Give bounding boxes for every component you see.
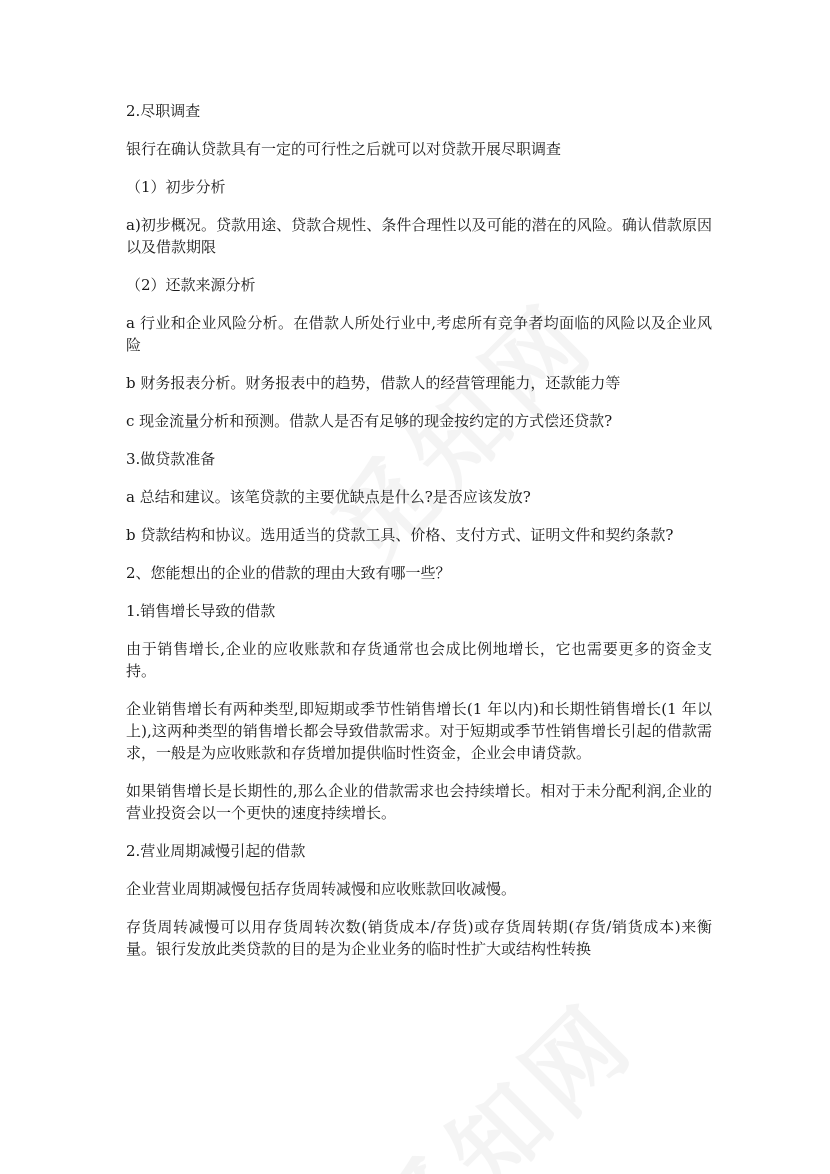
paragraph: c 现金流量分析和预测。借款人是否有足够的现金按约定的方式偿还贷款?: [126, 412, 613, 430]
paragraph: b 财务报表分析。财务报表中的趋势，借款人的经营管理能力，还款能力等: [126, 374, 621, 392]
section-heading: 2.营业周期减慢引起的借款: [126, 842, 306, 860]
paragraph: b 贷款结构和协议。选用适当的贷款工具、价格、支付方式、证明文件和契约条款?: [126, 526, 674, 544]
paragraph: 银行在确认贷款具有一定的可行性之后就可以对贷款开展尽职调查: [126, 140, 562, 158]
paragraph: a 总结和建议。该笔贷款的主要优缺点是什么?是否应该发放?: [126, 488, 531, 506]
section-heading: 2.尽职调查: [126, 102, 201, 120]
section-heading: 1.销售增长导致的借款: [126, 602, 276, 620]
paragraph: 存货周转减慢可以用存货周转次数(销货成本/存货)或存货周转期(存货/销货成本)来衡量。银行发放此类贷款的目的是为企业业务的临时性扩大或结构性转换: [126, 918, 712, 958]
paragraph: 如果销售增长是长期性的,那么企业的借款需求也会持续增长。相对于未分配利润,企业的营业投资会以一个更快的速度持续增长。: [126, 782, 712, 822]
paragraph: a 行业和企业风险分析。在借款人所处行业中,考虑所有竞争者均面临的风险以及企业风险: [126, 314, 712, 354]
subsection-heading: （1）初步分析: [126, 178, 226, 196]
paragraph: 企业营业周期减慢包括存货周转减慢和应收账款回收减慢。: [126, 880, 517, 898]
watermark: [338, 968, 660, 1174]
document-body: [126, 100, 712, 976]
section-heading: 3.做贷款准备: [126, 450, 216, 468]
question-heading: 2、您能想出的企业的借款的理由大致有哪一些？: [126, 564, 451, 582]
subsection-heading: （2）还款来源分析: [126, 276, 256, 294]
paragraph: a)初步概况。贷款用途、贷款合规性、条件合理性以及可能的潜在的风险。确认借款原因以及借款期限: [126, 216, 712, 256]
paragraph: 由于销售增长,企业的应收账款和存货通常也会成比例地增长，它也需要更多的资金支持。: [126, 640, 712, 680]
paragraph: 企业销售增长有两种类型,即短期或季节性销售增长(1 年以内)和长期性销售增长(1 年以上),这两种类型的销售增长都会导致借款需求。对于短期或季节性销售增长引起的借款需求，一般是为应收账款和存货增加提供临时性资金，企业会申请贷款。: [126, 700, 712, 762]
